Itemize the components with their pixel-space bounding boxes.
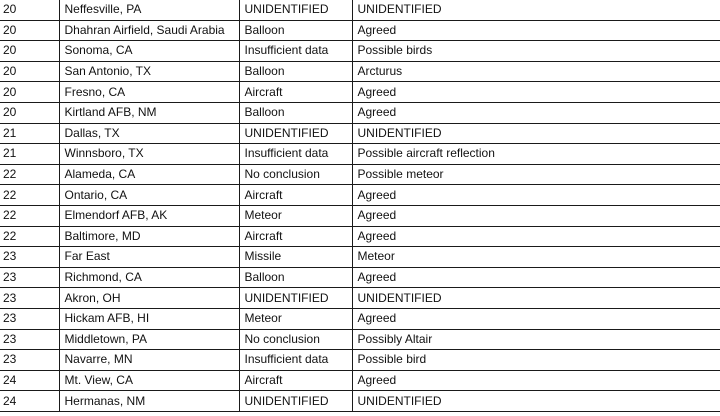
conclusion-cell: Agreed: [352, 370, 720, 391]
location-cell: Middletown, PA: [59, 329, 239, 350]
day-cell: 20: [0, 0, 59, 20]
evaluation-cell: Meteor: [239, 205, 352, 226]
conclusion-cell: Possible birds: [352, 41, 720, 62]
location-cell: Fresno, CA: [59, 82, 239, 103]
evaluation-cell: Aircraft: [239, 370, 352, 391]
location-cell: Neffesville, PA: [59, 0, 239, 20]
location-cell: Ontario, CA: [59, 185, 239, 206]
evaluation-cell: Insufficient data: [239, 144, 352, 165]
location-cell: Elmendorf AFB, AK: [59, 205, 239, 226]
evaluation-cell: Insufficient data: [239, 350, 352, 371]
day-cell: 23: [0, 308, 59, 329]
table-row: [0, 247, 720, 268]
day-cell: 22: [0, 164, 59, 185]
table-row: [0, 391, 720, 412]
location-cell: Baltimore, MD: [59, 226, 239, 247]
day-cell: 23: [0, 247, 59, 268]
evaluation-cell: UNIDENTIFIED: [239, 123, 352, 144]
conclusion-cell: Arcturus: [352, 61, 720, 82]
day-cell: 22: [0, 226, 59, 247]
conclusion-cell: Possible bird: [352, 350, 720, 371]
conclusion-cell: Agreed: [352, 82, 720, 103]
location-cell: Mt. View, CA: [59, 370, 239, 391]
day-cell: 20: [0, 102, 59, 123]
conclusion-cell: Agreed: [352, 308, 720, 329]
day-cell: 21: [0, 123, 59, 144]
evaluation-cell: Aircraft: [239, 82, 352, 103]
location-cell: Winnsboro, TX: [59, 144, 239, 165]
location-cell: Navarre, MN: [59, 350, 239, 371]
conclusion-cell: Possibly Altair: [352, 329, 720, 350]
evaluation-cell: Balloon: [239, 102, 352, 123]
day-cell: 20: [0, 41, 59, 62]
location-cell: Richmond, CA: [59, 267, 239, 288]
conclusion-cell: Agreed: [352, 102, 720, 123]
evaluation-cell: Balloon: [239, 20, 352, 41]
conclusion-cell: Meteor: [352, 247, 720, 268]
day-cell: 24: [0, 391, 59, 412]
day-cell: 20: [0, 61, 59, 82]
conclusion-cell: Agreed: [352, 205, 720, 226]
table-row: [0, 41, 720, 62]
location-cell: Sonoma, CA: [59, 41, 239, 62]
conclusion-cell: Possible aircraft reflection: [352, 144, 720, 165]
location-cell: Dhahran Airfield, Saudi Arabia: [59, 20, 239, 41]
evaluation-cell: Meteor: [239, 308, 352, 329]
conclusion-cell: Agreed: [352, 226, 720, 247]
evaluation-cell: Aircraft: [239, 226, 352, 247]
table-row: [0, 102, 720, 123]
evaluation-cell: Missile: [239, 247, 352, 268]
conclusion-cell: Agreed: [352, 20, 720, 41]
conclusion-cell: Agreed: [352, 267, 720, 288]
day-cell: 23: [0, 288, 59, 309]
location-cell: San Antonio, TX: [59, 61, 239, 82]
location-cell: Hermanas, NM: [59, 391, 239, 412]
conclusion-cell: Agreed: [352, 185, 720, 206]
conclusion-cell: UNIDENTIFIED: [352, 123, 720, 144]
conclusion-cell: UNIDENTIFIED: [352, 391, 720, 412]
table-row: [0, 350, 720, 371]
table-row: [0, 288, 720, 309]
day-cell: 24: [0, 370, 59, 391]
day-cell: 23: [0, 329, 59, 350]
day-cell: 22: [0, 205, 59, 226]
day-cell: 23: [0, 350, 59, 371]
table-row: [0, 144, 720, 165]
evaluation-cell: UNIDENTIFIED: [239, 0, 352, 20]
location-cell: Far East: [59, 247, 239, 268]
table-row: [0, 226, 720, 247]
table-row: [0, 329, 720, 350]
day-cell: 23: [0, 267, 59, 288]
day-cell: 20: [0, 20, 59, 41]
evaluation-cell: Aircraft: [239, 185, 352, 206]
table-row: [0, 82, 720, 103]
table-row: [0, 164, 720, 185]
conclusion-cell: UNIDENTIFIED: [352, 0, 720, 20]
location-cell: Dallas, TX: [59, 123, 239, 144]
table-row: [0, 185, 720, 206]
day-cell: 22: [0, 185, 59, 206]
evaluation-cell: UNIDENTIFIED: [239, 288, 352, 309]
location-cell: Hickam AFB, HI: [59, 308, 239, 329]
table-row: [0, 267, 720, 288]
evaluation-cell: Insufficient data: [239, 41, 352, 62]
table-row: [0, 308, 720, 329]
evaluation-cell: No conclusion: [239, 329, 352, 350]
table-row: [0, 20, 720, 41]
evaluation-cell: No conclusion: [239, 164, 352, 185]
location-cell: Alameda, CA: [59, 164, 239, 185]
table-row: [0, 0, 720, 20]
table-row: [0, 205, 720, 226]
day-cell: 21: [0, 144, 59, 165]
day-cell: 20: [0, 82, 59, 103]
evaluation-cell: UNIDENTIFIED: [239, 391, 352, 412]
conclusion-cell: UNIDENTIFIED: [352, 288, 720, 309]
location-cell: Akron, OH: [59, 288, 239, 309]
conclusion-cell: Possible meteor: [352, 164, 720, 185]
table-row: [0, 370, 720, 391]
evaluation-cell: Balloon: [239, 61, 352, 82]
table-row: [0, 123, 720, 144]
location-cell: Kirtland AFB, NM: [59, 102, 239, 123]
table-row: [0, 61, 720, 82]
evaluation-cell: Balloon: [239, 267, 352, 288]
